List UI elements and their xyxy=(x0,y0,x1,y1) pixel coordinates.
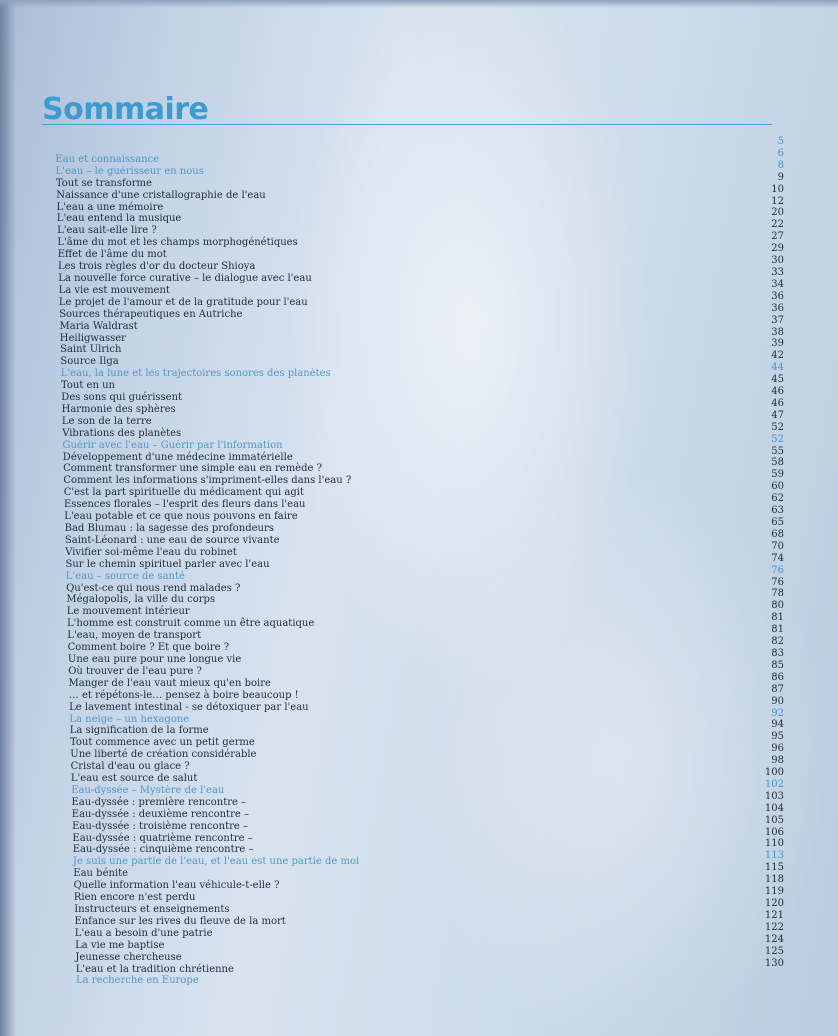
toc-page-number: 113 xyxy=(764,850,784,862)
toc-page-number: 8 xyxy=(777,159,784,171)
toc-page-number: 20 xyxy=(771,207,784,219)
toc-page-number: 27 xyxy=(771,231,784,243)
toc-page-number: 115 xyxy=(764,862,784,874)
toc-page-number: 37 xyxy=(771,314,784,326)
toc-page-number: 59 xyxy=(771,469,784,481)
toc-page-number: 124 xyxy=(764,933,784,945)
toc-entry-title: La vie me baptise xyxy=(75,939,165,951)
toc-page-number: 52 xyxy=(771,421,784,433)
toc-page-number: 96 xyxy=(771,743,784,755)
toc-entry-title: Naissance d'une cristallographie de l'eau xyxy=(56,189,266,201)
toc-entry-title: La neige – un hexagone xyxy=(69,713,190,725)
toc-entry-title: Cristal d'eau ou glace ? xyxy=(70,761,190,773)
toc-page-number: 58 xyxy=(771,457,784,469)
toc-page-number: 38 xyxy=(771,326,784,338)
toc-entry-title: Jeunesse chercheuse xyxy=(75,951,182,963)
toc-page-number: 80 xyxy=(771,600,784,612)
toc-entry-title: Des sons qui guérissent xyxy=(61,392,183,404)
toc-page-number: 81 xyxy=(771,624,784,636)
toc-entry-title: Le mouvement intérieur xyxy=(66,606,190,618)
toc-entry xyxy=(0,612,838,630)
toc-entry-title: Eau-dyssée – Mystère de l'eau xyxy=(71,784,225,796)
toc-page-number: 5 xyxy=(777,136,784,147)
toc-page-number: 42 xyxy=(771,350,784,362)
toc-entry-title: Enfance sur les rives du fleuve de la mort xyxy=(74,915,286,927)
toc-page-number: 86 xyxy=(771,671,784,683)
toc-entry-title: L'eau – source de santé xyxy=(65,570,185,582)
toc-page-number: 119 xyxy=(764,886,784,898)
toc-entry-title: Eau-dyssée : cinquième rencontre – xyxy=(72,844,254,856)
toc-entry-title: Comment les informations s'impriment-elles dans l'eau ? xyxy=(63,475,352,487)
toc-entry-title: Sur le chemin spirituel parler avec l'eau xyxy=(65,558,270,570)
toc-page-number: 105 xyxy=(764,814,784,826)
toc-entry-title: Comment transformer une simple eau en remède ? xyxy=(63,463,322,475)
toc-entry xyxy=(0,386,838,404)
toc-entry-title: Eau bénite xyxy=(73,868,129,880)
toc-page-number: 10 xyxy=(771,183,784,195)
toc-page-number: 130 xyxy=(764,957,784,969)
toc-entry-title: Tout en un xyxy=(61,380,115,392)
toc-entry-title: L'âme du mot et les champs morphogénétiques xyxy=(57,237,298,249)
toc-entry-title: Essences florales – l'esprit des fleurs dans l'eau xyxy=(64,499,306,511)
toc-entry-title: Qu'est-ce qui nous rend malades ? xyxy=(66,582,241,594)
toc-entry-title: Sources thérapeutiques en Autriche xyxy=(59,308,243,320)
toc-section-heading xyxy=(0,147,838,165)
toc-page-number: 55 xyxy=(771,445,784,457)
toc-page-number: 102 xyxy=(764,778,784,790)
toc-page-number: 74 xyxy=(771,552,784,564)
toc-page-number: 98 xyxy=(771,755,784,767)
toc-entry-title: L'eau est source de salut xyxy=(70,773,198,785)
toc-page-number: 46 xyxy=(771,397,784,409)
toc-page-number: 36 xyxy=(771,290,784,302)
toc-entry-title: Tout commence avec un petit germe xyxy=(70,737,255,749)
toc-entry-title: Les trois règles d'or du docteur Shioya xyxy=(58,261,256,273)
toc-entry-title: L'eau a une mémoire xyxy=(56,201,164,213)
toc-entry-title: Eau-dyssée : première rencontre – xyxy=(71,796,247,808)
toc-entry-title: La recherche en Europe xyxy=(76,975,199,987)
toc-page-number: 120 xyxy=(764,898,784,909)
toc-page-number: 125 xyxy=(764,945,784,957)
title-rule xyxy=(42,124,772,125)
toc-page-number: 9 xyxy=(777,171,784,183)
toc-entry-title: L'eau, moyen de transport xyxy=(67,630,202,642)
toc-entry-title: Vivifier soi-même l'eau du robinet xyxy=(65,546,237,558)
toc-entry-title: Eau-dyssée : deuxième rencontre – xyxy=(71,808,249,820)
toc-entry-title: La signification de la forme xyxy=(69,725,209,737)
toc-entry-title: Eau-dyssée : quatrième rencontre – xyxy=(72,832,253,844)
toc-entry-title: L'eau a besoin d'une patrie xyxy=(74,927,213,939)
toc-entry-title: Je suis une partie de l'eau, et l'eau est une partie de moi xyxy=(73,856,360,868)
toc-section-heading xyxy=(0,136,838,148)
toc-page-number: 52 xyxy=(771,433,784,445)
toc-entry-title: Saint Ulrich xyxy=(60,344,122,356)
toc-entry-title: L'eau entend la musique xyxy=(56,213,182,225)
toc-entry-title: Comment boire ? Et que boire ? xyxy=(67,642,230,654)
page-title: Sommaire xyxy=(42,92,209,127)
toc-entry-title: Bad Blumau : la sagesse des profondeurs xyxy=(64,523,274,534)
toc-entry-title: Développement d'une médecine immatérielle xyxy=(62,451,293,463)
toc-page-number: 29 xyxy=(771,243,784,255)
toc-entry-title: L'eau potable et ce que nous pouvons en faire xyxy=(64,511,298,523)
toc-page-number: 81 xyxy=(771,612,784,624)
toc-entry-title: … et répétons-le… pensez à boire beaucoup ! xyxy=(68,689,299,701)
toc-entry-title: Quelle information l'eau véhicule-t-elle ? xyxy=(73,880,280,892)
toc-entry-title: Où trouver de l'eau pure ? xyxy=(68,665,202,677)
toc-entry-title: L'homme est construit comme un être aquatique xyxy=(67,618,315,630)
toc-page-number: 34 xyxy=(771,278,784,290)
toc-page-number: 104 xyxy=(764,802,784,814)
toc-entry-title: Guérir avec l'eau – Guérir par l'information xyxy=(62,439,283,451)
toc-entry-title: Tout se transforme xyxy=(55,177,152,189)
toc-page-number: 47 xyxy=(771,409,784,421)
toc-page-number: 76 xyxy=(771,576,784,588)
toc-page-number: 60 xyxy=(771,481,784,493)
toc-entry-title: L'eau sait-elle lire ? xyxy=(57,225,157,237)
toc-page-number: 90 xyxy=(771,695,784,707)
toc-page-number: 36 xyxy=(771,302,784,314)
toc-entry-title: Le lavement intestinal - se détoxiquer par l'eau xyxy=(69,701,309,713)
toc-entry-title: Manger de l'eau vaut mieux qu'en boire xyxy=(68,677,271,689)
toc-page-number: 33 xyxy=(771,266,784,278)
toc-entry-title: Instructeurs et enseignements xyxy=(74,904,230,915)
toc-page-number: 118 xyxy=(764,874,784,886)
toc-page-number: 103 xyxy=(764,790,784,802)
toc-entry-title: Saint-Léonard : une eau de source vivante xyxy=(64,534,280,546)
toc-page-number: 45 xyxy=(771,374,784,386)
toc-page-number: 78 xyxy=(771,588,784,600)
toc-page-number: 65 xyxy=(771,517,784,528)
toc-entry-title: Rien encore n'est perdu xyxy=(73,892,196,904)
toc-page-number: 85 xyxy=(771,659,784,671)
toc-entry-title: Une eau pure pour une longue vie xyxy=(67,653,242,665)
toc-entry-title: Effet de l'âme du mot xyxy=(57,249,167,261)
toc-page-number: 122 xyxy=(764,921,784,933)
toc-page-number: 106 xyxy=(764,826,784,838)
toc-entry-title: Source Ilga xyxy=(60,356,119,368)
toc-page-number: 12 xyxy=(771,195,784,207)
toc-page-number: 100 xyxy=(764,767,784,779)
toc-entry-title: La vie est mouvement xyxy=(58,284,170,296)
toc-entry-title: Mégalopolis, la ville du corps xyxy=(66,594,216,606)
toc-page-number: 44 xyxy=(771,362,784,374)
toc-entry-title: Le projet de l'amour et de la gratitude pour l'eau xyxy=(58,296,308,308)
toc-page-number: 82 xyxy=(771,636,784,648)
toc-page-number: 68 xyxy=(771,528,784,540)
toc-page-number: 94 xyxy=(771,719,784,731)
toc-page-number: 63 xyxy=(771,505,784,517)
toc-entry-title: Vibrations des planètes xyxy=(62,427,182,439)
toc-page-number: 76 xyxy=(771,564,784,576)
toc-entry-title: Eau-dyssée : troisième rencontre – xyxy=(72,820,248,832)
toc-entry-title: C'est la part spirituelle du médicament qui agit xyxy=(63,487,305,499)
toc-page-number: 70 xyxy=(771,540,784,552)
page-top-shadow xyxy=(0,0,838,8)
toc-entry-title: L'eau – le guérisseur en nous xyxy=(55,165,204,177)
toc-entry-title: La nouvelle force curative – le dialogue avec l'eau xyxy=(58,272,312,284)
toc-page-number: 22 xyxy=(771,219,784,231)
toc-entry-title: Une liberté de création considérable xyxy=(70,749,257,761)
toc-page-number: 95 xyxy=(771,731,784,743)
toc-entry-title: L'eau et la tradition chrétienne xyxy=(75,963,234,975)
toc-page-number: 62 xyxy=(771,493,784,505)
toc-entry-title: Le son de la terre xyxy=(61,415,152,427)
toc-page-number: 46 xyxy=(771,386,784,398)
toc-entry-title: Harmonie des sphères xyxy=(61,403,176,415)
toc-page-number: 83 xyxy=(771,647,784,659)
toc-page-number: 121 xyxy=(764,909,784,921)
toc-page-number: 39 xyxy=(771,338,784,350)
table-of-contents xyxy=(0,136,838,987)
toc-page-number: 6 xyxy=(777,147,784,159)
toc-entry-title: Maria Waldrast xyxy=(59,320,138,332)
toc-entry-title: Heiligwasser xyxy=(59,332,126,344)
toc-section-heading xyxy=(0,969,838,987)
toc-entry-title: Eau et connaissance xyxy=(55,153,160,165)
toc-page-number: 110 xyxy=(764,838,784,850)
toc-page-number: 30 xyxy=(771,255,784,267)
toc-page-number: 92 xyxy=(771,707,784,719)
toc-page-number: 87 xyxy=(771,683,784,695)
toc-entry-title: L'eau, la lune et les trajectoires sonores des planètes xyxy=(60,368,331,380)
